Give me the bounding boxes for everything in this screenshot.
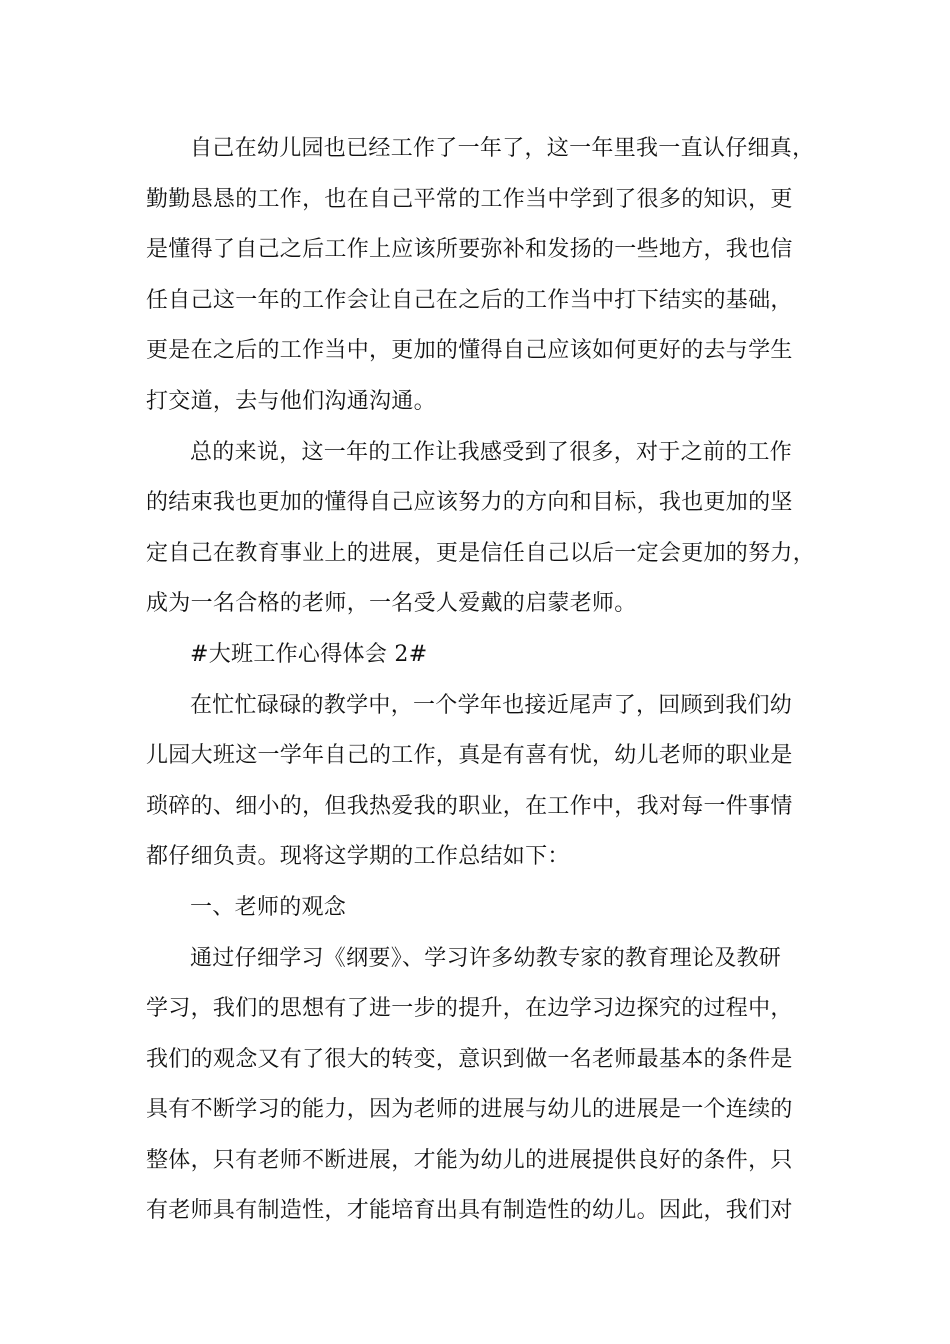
paragraph-line: 都仔细负责。现将这学期的工作总结如下：	[146, 844, 570, 870]
paragraph-line: 在忙忙碌碌的教学中，一个学年也接近尾声了，回顾到我们幼	[190, 692, 793, 718]
paragraph-line: 整体，只有老师不断进展，才能为幼儿的进展提供良好的条件，只	[146, 1147, 793, 1173]
paragraph-line: 打交道，去与他们沟通沟通。	[146, 388, 436, 414]
document-body	[146, 124, 816, 1237]
paragraph-line: 勤勤恳恳的工作，也在自己平常的工作当中学到了很多的知识，更	[146, 186, 793, 212]
paragraph-line: 定自己在教育事业上的进展，更是信任自己以后一定会更加的努力，	[146, 540, 816, 566]
paragraph-line: 是懂得了自己之后工作上应该所要弥补和发扬的一些地方，我也信	[146, 237, 793, 263]
paragraph-line: 有老师具有制造性，才能培育出具有制造性的幼儿。因此，我们对	[146, 1198, 793, 1224]
paragraph-line: 总的来说，这一年的工作让我感受到了很多，对于之前的工作	[190, 439, 793, 465]
paragraph-line: 通过仔细学习《纲要》、学习许多幼教专家的教育理论及教研	[190, 945, 782, 971]
paragraph-line: 任自己这一年的工作会让自己在之后的工作当中打下结实的基础，	[146, 287, 793, 313]
subsection-heading: 一、老师的观念	[190, 894, 347, 920]
section-heading: #大班工作心得体会 2#	[190, 641, 428, 667]
paragraph-line: 的结束我也更加的懂得自己应该努力的方向和目标，我也更加的坚	[146, 490, 793, 516]
paragraph-line: 学习，我们的思想有了进一步的提升，在边学习边探究的过程中，	[146, 996, 793, 1022]
paragraph-line: 成为一名合格的老师，一名受人爱戴的启蒙老师。	[146, 591, 637, 617]
paragraph-line: 琐碎的、细小的，但我热爱我的职业，在工作中，我对每一件事情	[146, 793, 793, 819]
paragraph-line: 自己在幼儿园也已经工作了一年了，这一年里我一直认仔细真，	[190, 136, 815, 161]
paragraph-line: 儿园大班这一学年自己的工作，真是有喜有忧，幼儿老师的职业是	[146, 743, 793, 769]
paragraph-line: 具有不断学习的能力，因为老师的进展与幼儿的进展是一个连续的	[146, 1097, 793, 1123]
paragraph-line: 更是在之后的工作当中，更加的懂得自己应该如何更好的去与学生	[146, 338, 793, 364]
paragraph-line: 我们的观念又有了很大的转变，意识到做一名老师最基本的条件是	[146, 1046, 793, 1072]
